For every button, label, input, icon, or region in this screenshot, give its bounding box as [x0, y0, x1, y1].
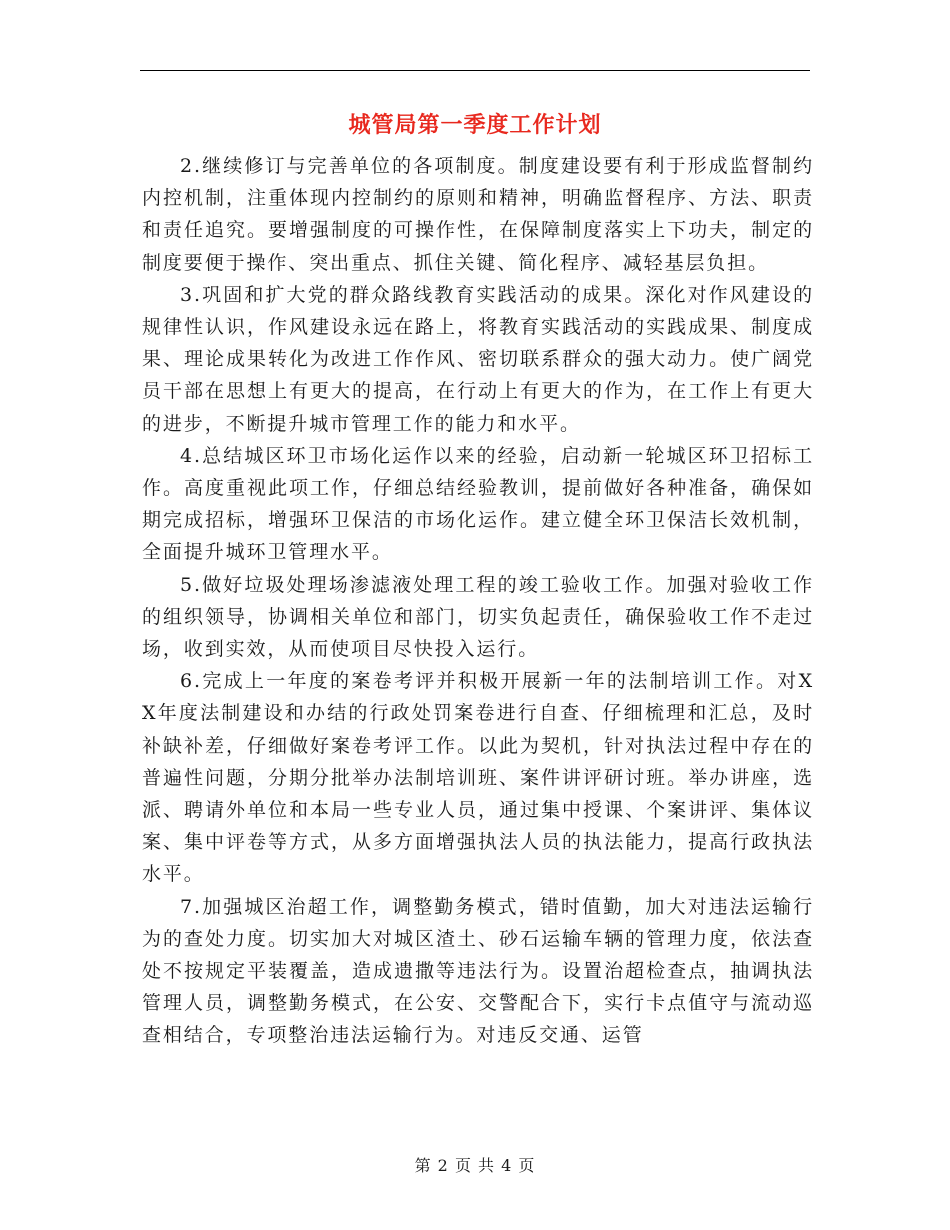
page-number-label: 第 2 页 共 4 页	[414, 1156, 536, 1175]
paragraph-item-2: 2.继续修订与完善单位的各项制度。制度建设要有利于形成监督制约内控机制，注重体现内控制约的原则和精神，明确监督程序、方法、职责和责任追究。要增强制度的可操作性，在保障制度落实上下功夫，制定的制度要便于操作、突出重点、抓住关键、简化程序、减轻基层负担。	[142, 155, 814, 274]
paragraph-item-4: 4.总结城区环卫市场化运作以来的经验，启动新一轮城区环卫招标工作。高度重视此项工作，仔细总结经验教训，提前做好各种准备，确保如期完成招标，增强环卫保洁的市场化运作。建立健全环卫保洁长效机制，全面提升城环卫管理水平。	[142, 444, 814, 564]
paragraph-item-6: 6.完成上一年度的案卷考评并积极开展新一年的法制培训工作。对XX年度法制建设和办结的行政处罚案卷进行自查、仔细梳理和汇总，及时补缺补差，仔细做好案卷考评工作。以此为契机，针对执法过程中存在的普遍性问题，分期分批举办法制培训班、案件讲评研讨班。举办讲座，选派、聘请外单位和本局一些专业人员，通过集中授课、个案讲评、集体议案、集中评卷等方式，从多方面增强执法人员的执法能力，提高行政执法水平。	[142, 670, 814, 886]
paragraph-item-3: 3.巩固和扩大党的群众路线教育实践活动的成果。深化对作风建设的规律性认识，作风建设永远在路上，将教育实践活动的实践成果、制度成果、理论成果转化为改进工作作风、密切联系群众的强大动力。使广阔党员干部在思想上有更大的提高，在行动上有更大的作为，在工作上有更大的进步，不断提升城市管理工作的能力和水平。	[142, 283, 814, 435]
paragraph-item-5: 5.做好垃圾处理场渗滤液处理工程的竣工验收工作。加强对验收工作的组织领导，协调相关单位和部门，切实负起责任，确保验收工作不走过场，收到实效，从而使项目尽快投入运行。	[142, 573, 814, 661]
document-title: 城管局第一季度工作计划	[348, 113, 602, 138]
header-rule	[140, 70, 810, 71]
document-body	[142, 150, 814, 1052]
page-footer	[0, 1153, 950, 1176]
paragraph-item-7: 7.加强城区治超工作，调整勤务模式，错时值勤，加大对违法运输行为的查处力度。切实加大对城区渣土、砂石运输车辆的管理力度，依法查处不按规定平装覆盖，造成遗撒等违法行为。设置治超检查点，抽调执法管理人员，调整勤务模式，在公安、交警配合下，实行卡点值守与流动巡查相结合，专项整治违法运输行为。对违反交通、运管	[142, 895, 814, 1047]
